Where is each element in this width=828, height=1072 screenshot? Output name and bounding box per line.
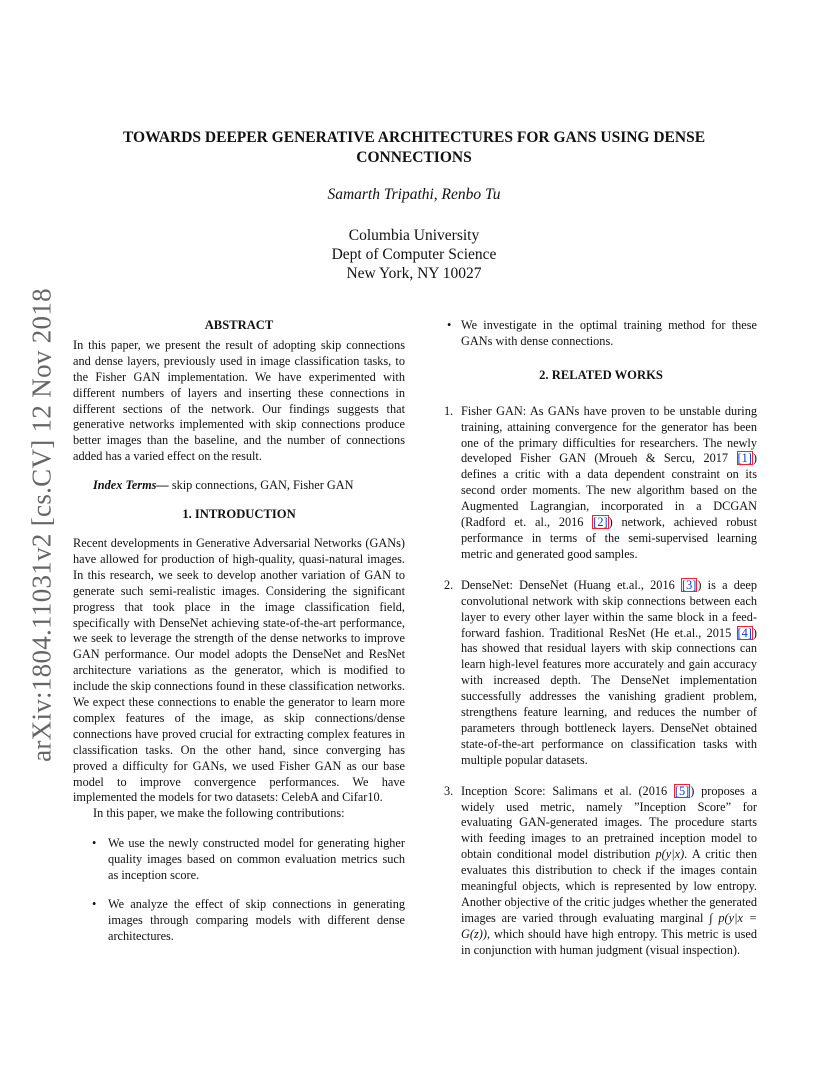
related-heading: 2. RELATED WORKS [539,367,663,382]
citation-link[interactable]: [1] [737,451,752,466]
item-number: 3. [444,783,454,798]
item-number: 1. [444,403,454,418]
title-line-2: CONNECTIONS [356,149,472,166]
related-item-densenet: 2. DenseNet: DenseNet (Huang et.al., 2016 [3]) is a deep convolutional network with skip connections between each layer to every other layer within the same block in a feed-forward fashion. Traditional ResNet (He et.al., 2015 [4]) has showed that residual layers with skip connections can learn high-level features more accurately and gain accuracy with increased depth. The DenseNet implementation successfully addresses the vanishing gradient problem, strengthens feature learning, and reduces the number of parameters through bottleneck layers. DenseNet obtained state-of-the-art performance on classification tasks with multiple popular datasets. [444,577,757,767]
item-number: 2. [444,577,454,592]
contributions-list-continued [445,318,757,350]
related-item-fisher-gan: 1. Fisher GAN: As GANs have proven to be unstable during training, attaining convergence for the generator has been one of the primary difficulties for researchers. The newly developed Fisher GAN (Mroueh & Sercu, 2017 [1]) defines a critic with a data dependent constraint on its second order moments. The new algorithm based on the Augmented Lagrangian, incorporated in a DCGAN (Radford et. al., 2016 [2]) network, achieved robust performance in terms of the semi-supervised learning metric and generated good samples. [444,403,757,561]
affiliation-location: New York, NY 10027 [346,265,482,282]
related-works-list [445,404,757,959]
intro-paragraph-2: In this paper, we make the following contributions: [93,806,345,821]
index-terms-label: Index Terms— [93,478,169,493]
index-terms [73,478,405,494]
citation-link[interactable]: [4] [737,625,752,640]
contributions-list [73,836,405,944]
citation-link[interactable]: [3] [681,577,697,592]
paper-title [80,128,748,168]
contribution-item: • We analyze the effect of skip connections in generating images through comparing models with different dense architectures. [73,897,405,945]
affiliation-university: Columbia University [348,227,480,244]
authors: Samarth Tripathi, Renbo Tu [327,186,501,203]
contribution-item: • We investigate in the optimal training method for these GANs with dense connections. [445,318,757,350]
right-column [445,318,757,974]
abstract-heading: ABSTRACT [204,318,274,332]
intro-paragraph-1: Recent developments in Generative Adversarial Networks (GANs) have allowed for production of high-quality, quasi-natural images. In this research, we seek to develop another variation of GAN to generate such semi-realistic images. Considering the significant progress that took place in the image classification field, specifically with DenseNet achieving state-of-the-art performance, we seek to leverage the strength of the dense networks to improve GAN performance. Our model adopts the DenseNet and ResNet architecture variations as the generator, which is modified to include the skip connections found in these classification networks. We expect these connections to enable the generator to learn more complex features of the image, as skip connections/dense connections have proved crucial for extracting complex features in classification tasks. On the other hand, since converging has proved a difficulty for GANs, we used Fisher GAN as our base model to improve convergence performances. We have implemented the models for two datasets: CelebA and Cifar10. [73,535,405,805]
affiliation [80,226,748,283]
contribution-item: • We use the newly constructed model for generating higher quality images based on common evaluation metrics such as inception score. [73,836,405,884]
left-column [73,318,405,958]
abstract-text: In this paper, we present the result of adopting skip connections and dense layers, previously used in image classification tasks, to the Fisher GAN implementation. We have experimented with different numbers of layers and inserting these connections in different sections of the network. Our findings suggests that generative networks implemented with skip connections produce better images than the baseline, and the number of connections added has a varied effect on the result. [73,337,405,464]
math-expression: ∫ p(y|x = G(z)) [461,910,758,941]
index-terms-text: skip connections, GAN, Fisher GAN [171,478,354,493]
related-item-inception-score: 3. Inception Score: Salimans et al. (2016 [5]) proposes a widely used metric, namely ”Inception Score” for evaluating GAN-generated images. The procedure starts with feeding images to an pretrained inception model to obtain conditional model distribution p(y|x). A critic then evaluates this distribution to check if the images contain meaningful objects, which is represented by low entropy. Another objective of the critic judges whether the generated images are varied through evaluating marginal ∫ p(y|x = G(z)), which should have high entropy. This metric is used in conjunction with human judgment (visual inspection). [444,783,758,957]
intro-heading: 1. INTRODUCTION [182,507,296,522]
math-expression: p(y|x) [655,847,685,862]
citation-link[interactable]: [5] [674,783,690,798]
affiliation-dept: Dept of Computer Science [331,246,497,263]
title-line-1: TOWARDS DEEPER GENERATIVE ARCHITECTURES FOR GANS USING DENSE [122,129,706,146]
arxiv-stamp: arXiv:1804.11031v2 [cs.CV] 12 Nov 2018 [26,288,57,762]
citation-link[interactable]: [2] [593,515,608,530]
